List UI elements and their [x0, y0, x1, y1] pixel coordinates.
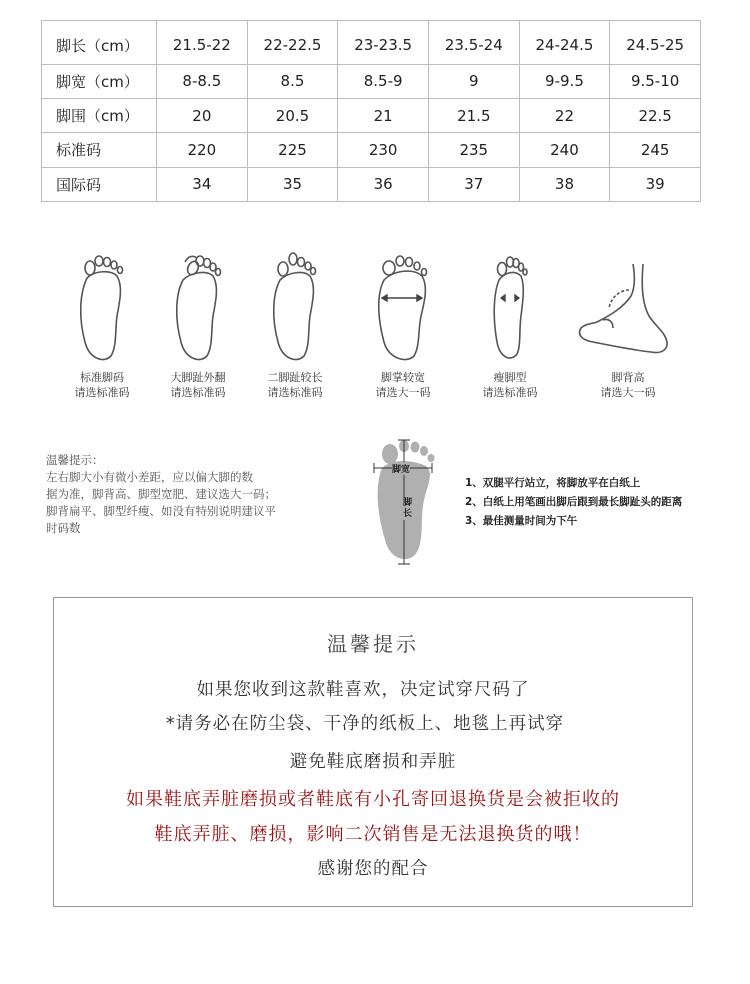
foot-type-advice: 请选标准码 [74, 386, 130, 399]
table-row [42, 99, 701, 133]
notice-thanks: 感谢您的配合 [317, 859, 429, 879]
standard-foot-icon [67, 250, 137, 370]
tip-line: 左右脚大小有微小差距，应以偏大脚的数 [46, 470, 253, 484]
table-row [42, 167, 701, 201]
table-cell: 35 [247, 167, 338, 201]
wide-foot-icon [368, 250, 438, 370]
foot-type-name: 脚背高 [611, 371, 645, 384]
table-cell: 37 [428, 167, 519, 201]
notice-title: 温馨提示 [327, 632, 419, 656]
row-header: 国际码 [42, 167, 157, 201]
table-cell: 20 [157, 99, 248, 133]
notice-line: *请务必在防尘袋、干净的纸板上、地毯上再试穿 [165, 714, 565, 734]
notice-warning: 鞋底弄脏、磨损，影响二次销售是无法退换货的哦！ [154, 824, 592, 845]
table-cell: 8.5 [247, 64, 338, 98]
table-cell: 24.5-25 [610, 21, 701, 65]
table-cell: 220 [157, 133, 248, 167]
step-item: 1、双腿平行站立，将脚放平在白纸上 [465, 477, 641, 489]
step-item: 3、最佳测量时间为下午 [465, 515, 578, 527]
long-second-toe-foot-icon [260, 250, 330, 370]
table-cell: 245 [610, 133, 701, 167]
table-cell: 22-22.5 [247, 21, 338, 65]
measure-steps [465, 474, 682, 531]
foot-type-high-instep [578, 250, 678, 400]
notice-line: 如果您收到这款鞋喜欢，决定试穿尺码了 [196, 680, 530, 700]
table-cell: 240 [519, 133, 610, 167]
bunion-foot-icon [163, 250, 233, 370]
measure-foot-diagram [368, 438, 448, 572]
foot-type-name: 脚掌较宽 [381, 371, 425, 384]
table-cell: 23.5-24 [428, 21, 519, 65]
foot-type-standard [52, 250, 152, 400]
foot-type-name: 瘦脚型 [493, 371, 527, 384]
table-cell: 8-8.5 [157, 64, 248, 98]
table-row [42, 64, 701, 98]
foot-type-advice: 请选标准码 [170, 386, 226, 399]
size-tip-text [46, 452, 346, 537]
row-header: 脚围（cm） [42, 99, 157, 133]
table-cell: 20.5 [247, 99, 338, 133]
table-cell: 24-24.5 [519, 21, 610, 65]
warm-notice-box [53, 597, 693, 907]
foot-width-label: 脚宽 [392, 462, 410, 475]
table-cell: 21.5-22 [157, 21, 248, 65]
foot-type-advice: 请选大一码 [600, 386, 656, 399]
table-cell: 230 [338, 133, 429, 167]
table-cell: 34 [157, 167, 248, 201]
slim-foot-icon [475, 250, 545, 370]
table-cell: 8.5-9 [338, 64, 429, 98]
row-header: 脚宽（cm） [42, 64, 157, 98]
table-cell: 22.5 [610, 99, 701, 133]
foot-type-bunion [148, 250, 248, 400]
foot-length-label: 脚长 [403, 498, 413, 519]
high-instep-foot-icon [573, 250, 683, 370]
foot-type-name: 二脚趾较长 [267, 371, 323, 384]
table-cell: 23-23.5 [338, 21, 429, 65]
foot-type-wide [353, 250, 453, 400]
table-cell: 39 [610, 167, 701, 201]
table-row [42, 133, 701, 167]
foot-type-advice: 请选标准码 [482, 386, 538, 399]
notice-warning: 如果鞋底弄脏磨损或者鞋底有小孔寄回退换货是会被拒收的 [126, 789, 620, 810]
row-header: 脚长（cm） [42, 21, 157, 65]
table-cell: 9.5-10 [610, 64, 701, 98]
step-item: 2、白纸上用笔画出脚后跟到最长脚趾头的距离 [465, 496, 683, 508]
foot-type-long-second-toe [245, 250, 345, 400]
notice-line: 避免鞋底磨损和弄脏 [289, 752, 457, 772]
table-cell: 21 [338, 99, 429, 133]
table-cell: 235 [428, 133, 519, 167]
foot-type-slim [460, 250, 560, 400]
tip-line: 时码数 [46, 521, 81, 535]
table-row [42, 21, 701, 65]
table-cell: 22 [519, 99, 610, 133]
table-cell: 38 [519, 167, 610, 201]
table-cell: 21.5 [428, 99, 519, 133]
tip-line: 温馨提示： [46, 453, 104, 467]
foot-type-name: 大脚趾外翻 [170, 371, 226, 384]
table-cell: 225 [247, 133, 338, 167]
table-cell: 9 [428, 64, 519, 98]
tip-line: 脚背扁平、脚型纤瘦、如没有特别说明建议平 [46, 504, 276, 518]
foot-type-name: 标准脚码 [80, 371, 124, 384]
row-header: 标准码 [42, 133, 157, 167]
table-cell: 9-9.5 [519, 64, 610, 98]
foot-type-advice: 请选标准码 [267, 386, 323, 399]
size-table [41, 20, 701, 202]
table-cell: 36 [338, 167, 429, 201]
tip-line: 据为准，脚背高、脚型宽肥、建议选大一码； [46, 487, 276, 501]
foot-type-advice: 请选大一码 [375, 386, 431, 399]
